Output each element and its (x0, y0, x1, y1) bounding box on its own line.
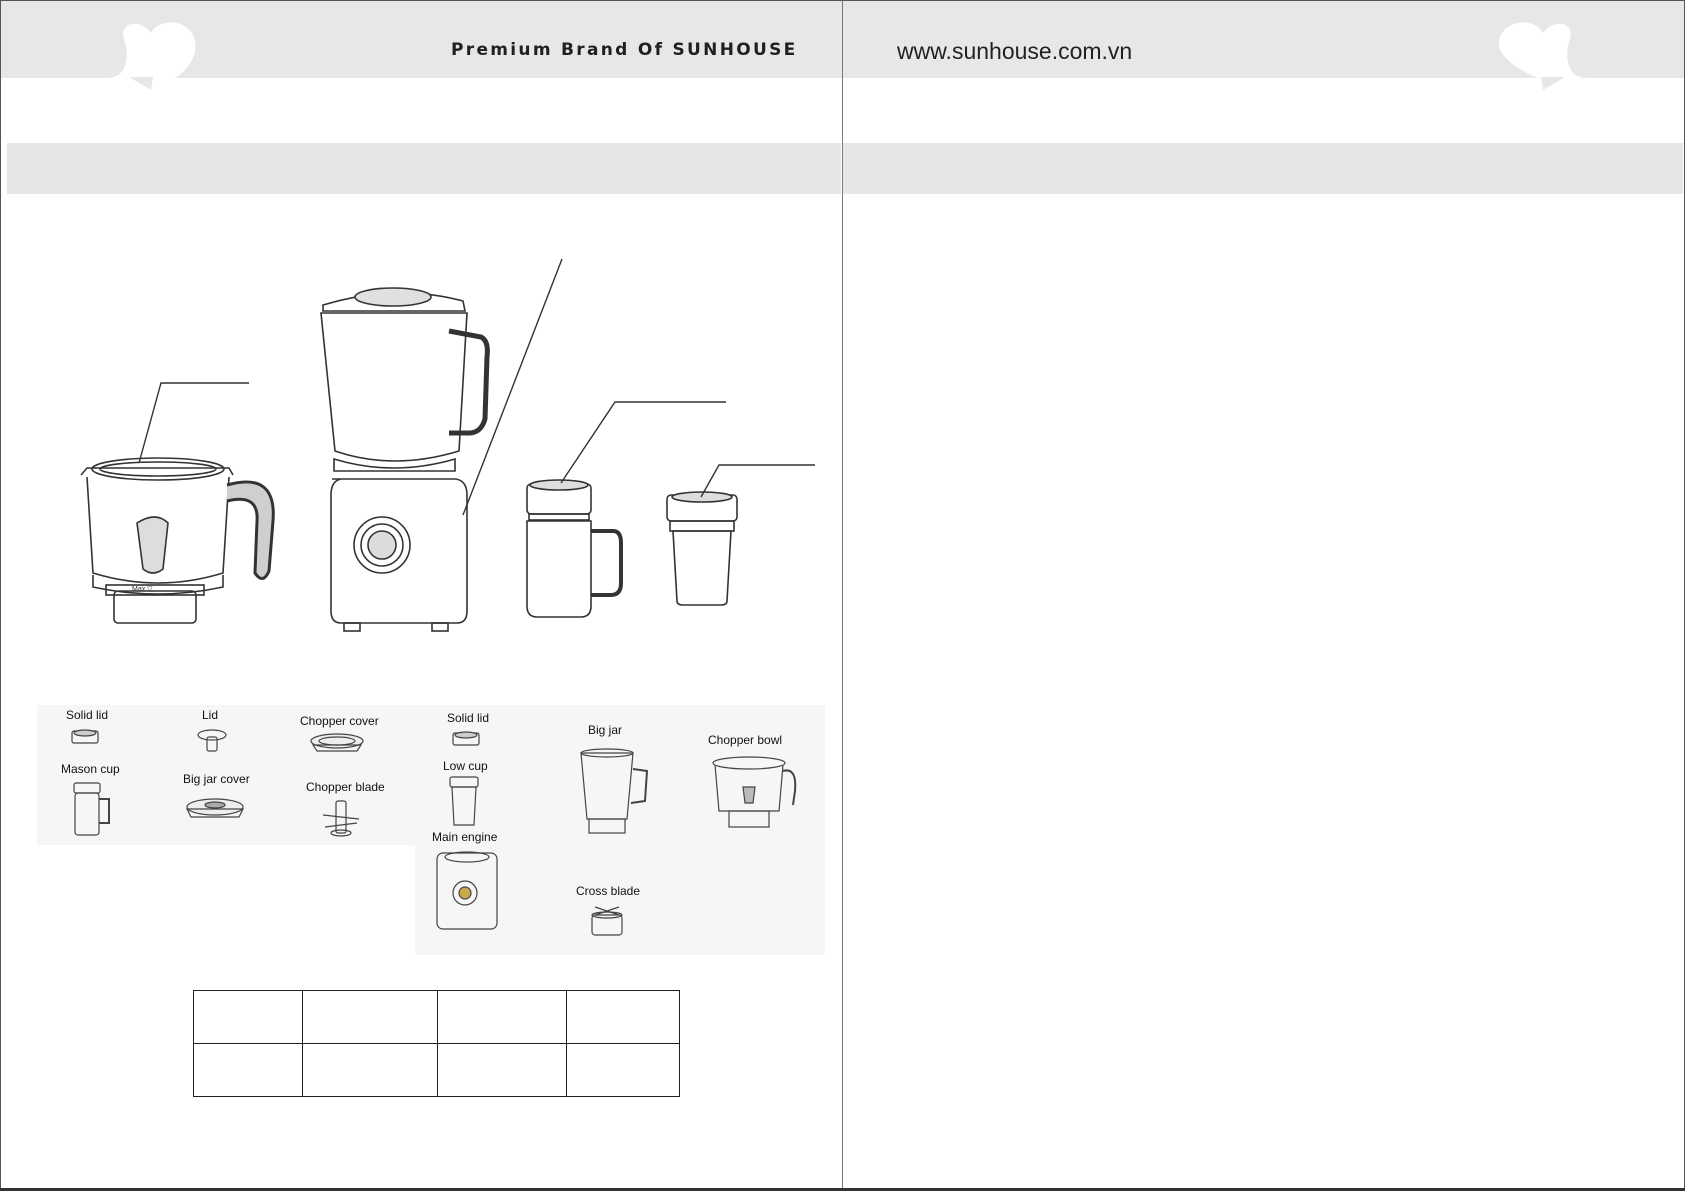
parts-illustrations (1, 1, 843, 961)
right-section-band (843, 143, 1683, 194)
part-label-chopper-blade: Chopper blade (306, 780, 385, 794)
part-label-main-engine: Main engine (432, 830, 498, 844)
table-row (194, 1044, 680, 1097)
table-cell (438, 1044, 567, 1097)
part-label-lid: Lid (202, 708, 219, 722)
main-engine-icon (437, 852, 497, 929)
big-jar-icon (581, 749, 647, 833)
part-label-cross-blade: Cross blade (576, 884, 641, 898)
mason-cup-icon (74, 783, 109, 835)
cross-blade-icon (592, 907, 622, 935)
chopper-bowl-icon (713, 757, 795, 827)
table-cell (194, 1044, 303, 1097)
brand-tagline: Premium Brand Of SUNHOUSE (451, 40, 798, 60)
table-cell (567, 991, 680, 1044)
chopper-cover-icon (311, 734, 363, 751)
website-url: www.sunhouse.com.vn (897, 38, 1133, 64)
spec-table (193, 990, 680, 1097)
chopper-blade-icon (323, 801, 359, 836)
table-row (194, 991, 680, 1044)
part-label-solid-lid: Solid lid (66, 708, 109, 722)
part-label-big-jar: Big jar (588, 723, 623, 737)
table-cell (303, 1044, 438, 1097)
part-label-big-jar-cover: Big jar cover (183, 772, 250, 786)
solid-lid-icon-2 (453, 732, 479, 745)
part-label-mason-cup: Mason cup (61, 762, 120, 776)
part-label-solid-lid-2: Solid lid (447, 711, 490, 725)
table-cell (438, 991, 567, 1044)
lid-icon (198, 730, 226, 751)
bottom-border (0, 1188, 1685, 1191)
svg-text:Max ▽: Max ▽ (132, 586, 153, 593)
heart-logo-icon (1485, 11, 1595, 101)
low-cup-icon (450, 777, 478, 825)
solid-lid-icon (72, 730, 98, 743)
table-cell (567, 1044, 680, 1097)
big-jar-cover-icon (187, 799, 243, 817)
table-cell (194, 991, 303, 1044)
table-cell (303, 991, 438, 1044)
right-page (842, 0, 1685, 1190)
part-label-low-cup: Low cup (443, 759, 488, 773)
part-label-chopper-cover: Chopper cover (300, 714, 379, 728)
left-page (0, 0, 842, 1190)
part-label-chopper-bowl: Chopper bowl (708, 733, 783, 747)
